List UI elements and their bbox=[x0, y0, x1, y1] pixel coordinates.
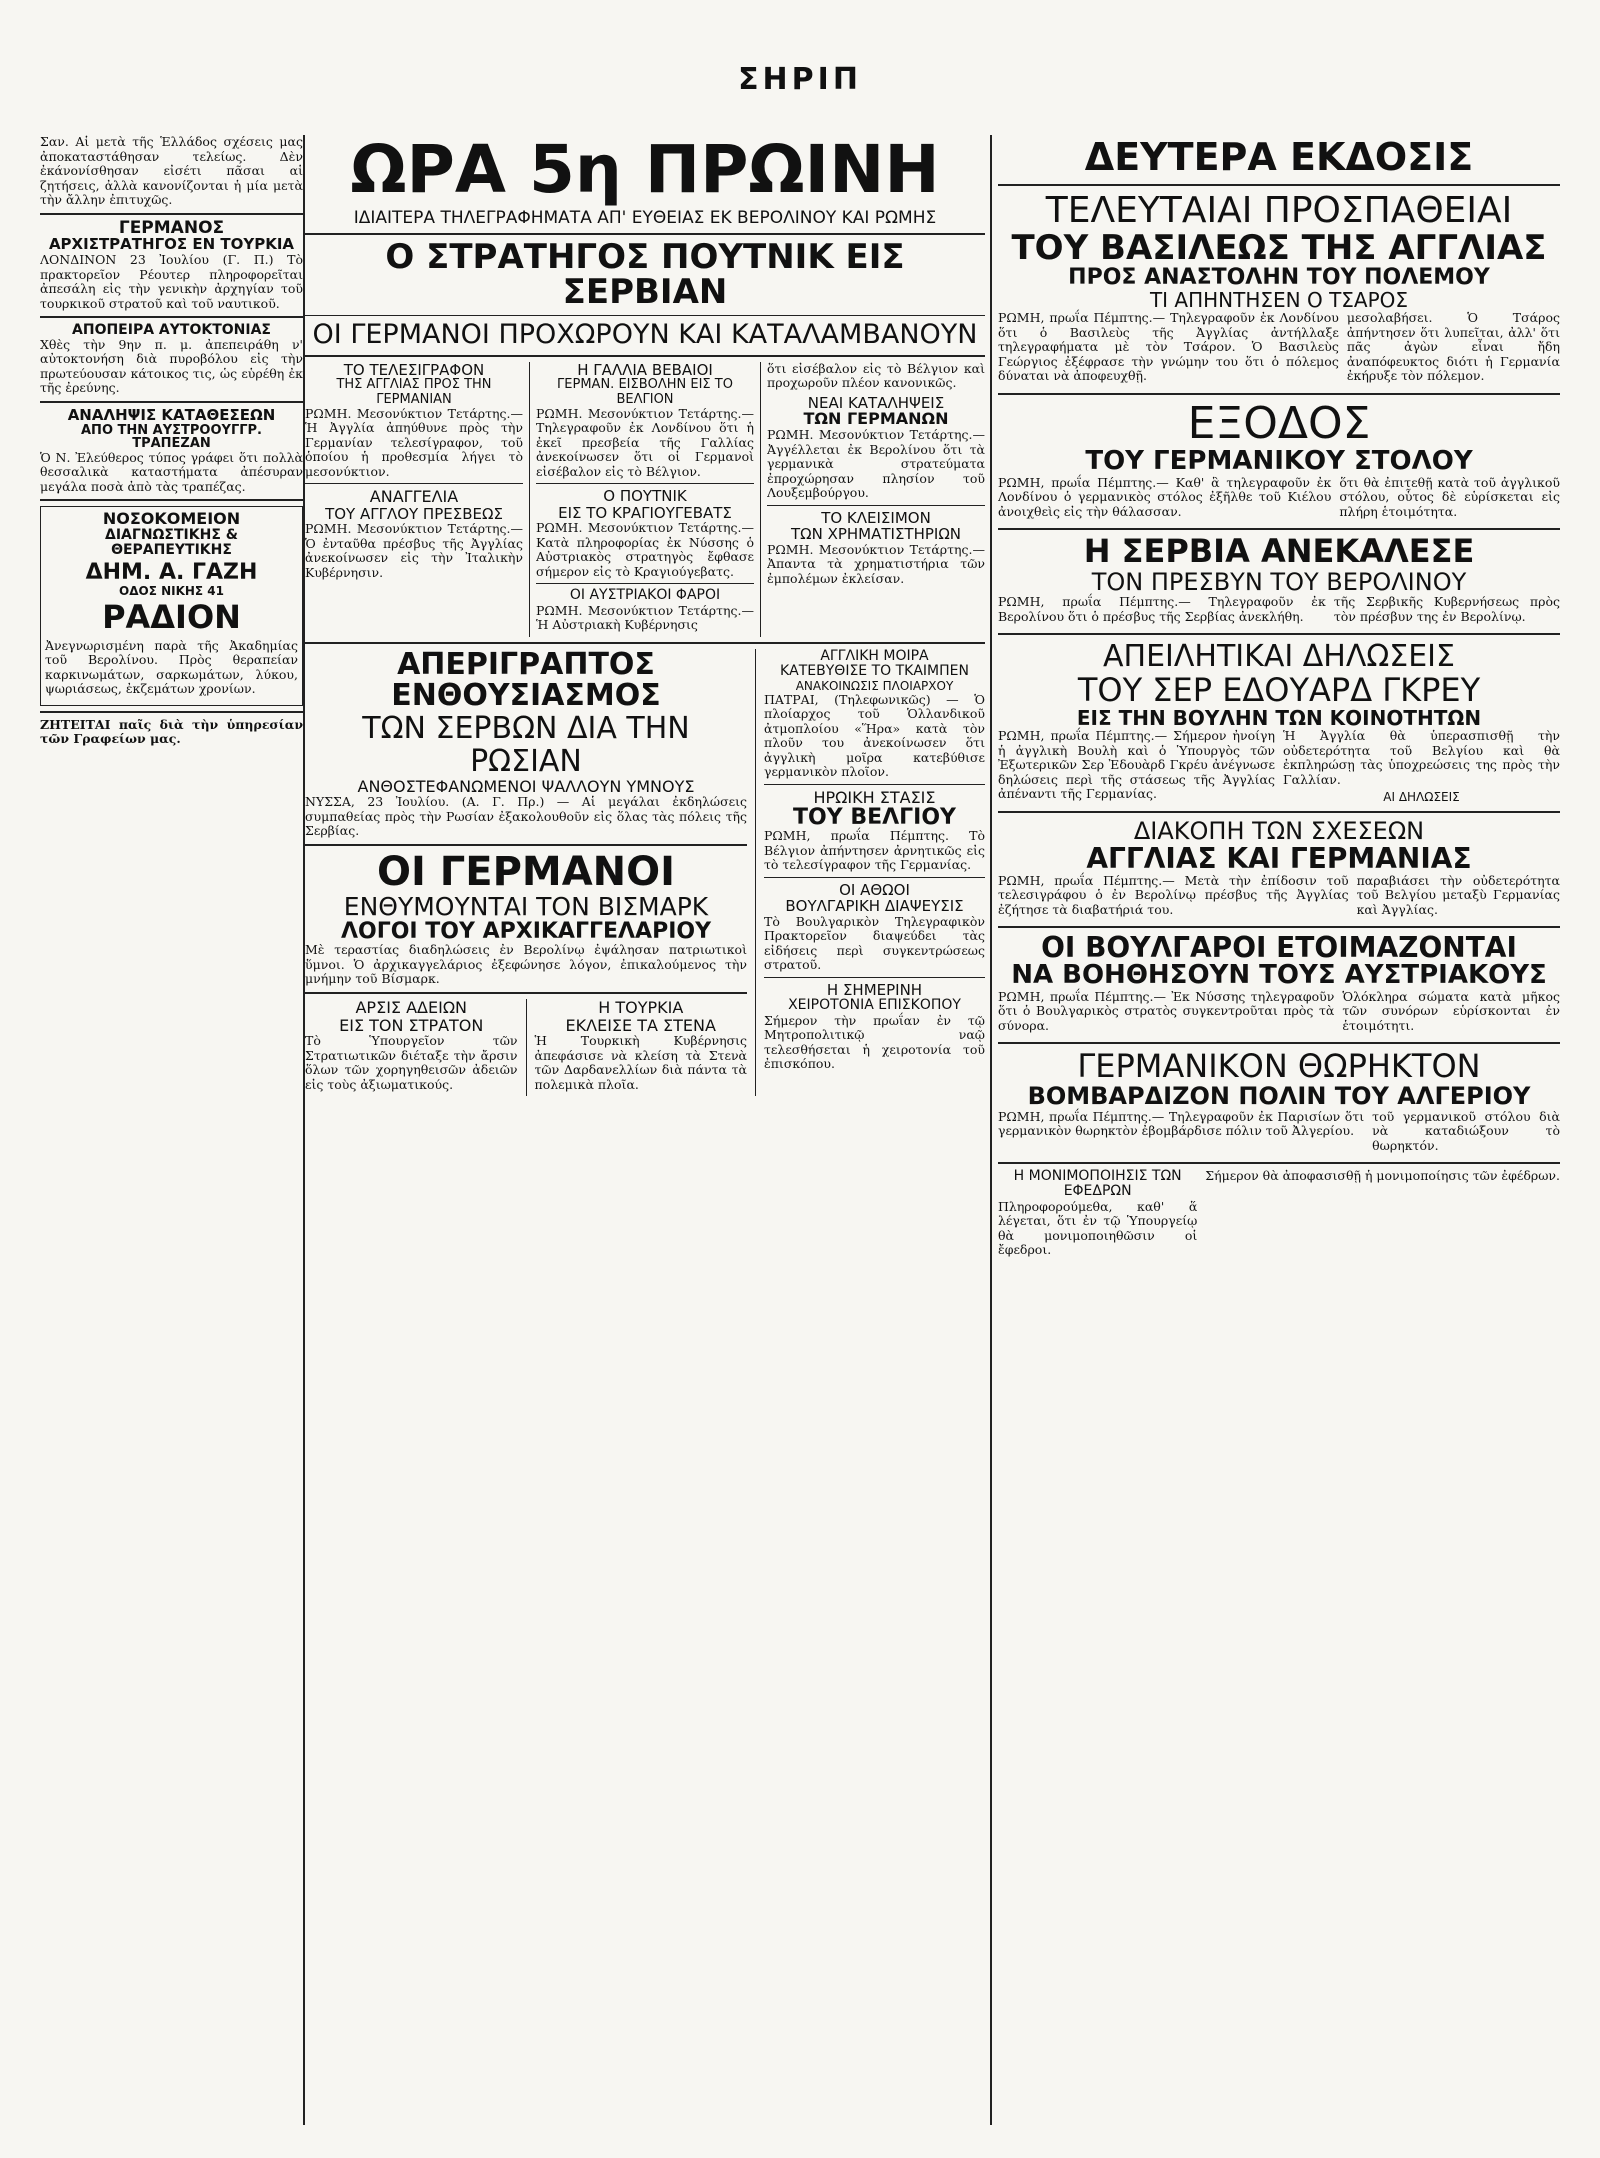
article bbox=[998, 311, 1560, 388]
article-text: ΡΩΜΗ. Μεσονύκτιον Τετάρτης.— Ἡ Ἀγγλία ἀπηύθυνε πρὸς τὴν Γερμανίαν τελεσίγραφον, τοῦ ὁποίου ἡ προθεσμία λήγει τὸ μεσονύκτιον. bbox=[305, 405, 523, 479]
divider bbox=[764, 877, 985, 878]
article-text: ΡΩΜΗ, πρωΐα Πέμπτης.— Ἐκ Νύσσης τηλεγραφοῦν ὅτι ὁ Βουλγαρικὸς στρατὸς συγκεντροῦται πρὸς τὰ σύνορα. bbox=[998, 988, 1335, 1033]
article-headline: ΟΙ ΑΥΣΤΡΙΑΚΟΙ ΦΑΡΟΙ bbox=[569, 587, 721, 604]
divider bbox=[998, 926, 1560, 928]
headline: ΕΞΟΔΟΣ bbox=[1187, 397, 1371, 449]
article-subheadline: ΕΚΛΕΙΣΕ ΤΑ ΣΤΕΝΑ bbox=[565, 1015, 716, 1035]
article-headline: ΑΠΕΡΙΓΡΑΠΤΟΣ ΕΝΘΟΥΣΙΑΣΜΟΣ bbox=[391, 646, 661, 714]
headline: ΓΕΡΜΑΝΟΣ bbox=[118, 217, 225, 238]
article-subheadline: ΧΕΙΡΟΤΟΝΙΑ ΕΠΙΣΚΟΠΟΥ bbox=[788, 997, 961, 1014]
article-text: Τὸ Ὑπουργεῖον τῶν Στρατιωτικῶν διέταξε τὴν ἄρσιν ὅλων τῶν χορηγηθεισῶν ἀδειῶν εἰς τοὺς ἀξιωματικούς. bbox=[305, 1033, 518, 1092]
article-subheadline: ΑΝΘΟΣΤΕΦΑΝΩΜΕΝΟΙ ΨΑΛΛΟΥΝ ΥΜΝΟΥΣ bbox=[357, 776, 695, 796]
headline: ΑΝΑΛΗΨΙΣ ΚΑΤΑΘΕΣΕΩΝ bbox=[67, 405, 276, 424]
ad-text: Ἀνεγνωρισμένη παρὰ τῆς Ἀκαδημίας τοῦ Βερολίνου. Πρὸς θεραπείαν καρκινωμάτων, σαρκωμάτων, λύκου, ψωριάσεως, ἐκζεμάτων χρονίων. bbox=[45, 637, 298, 697]
articles-row bbox=[305, 999, 747, 1096]
divider bbox=[305, 483, 523, 484]
article-text: Ὁλόκληρα σώματα κατὰ μῆκος τῶν συνόρων εὑρίσκονται ἐν ἑτοιμότητι. bbox=[1342, 988, 1560, 1033]
headline: ΤΟΥ ΣΕΡ ΕΔΟΥΑΡΔ ΓΚΡΕΥ bbox=[1077, 671, 1481, 710]
article-headline: ΗΡΩΙΚΗ ΣΤΑΣΙΣ bbox=[813, 787, 936, 807]
divider bbox=[764, 784, 985, 785]
articles-row bbox=[305, 362, 985, 637]
subheadline: ΤΟΝ ΠΡΕΣΒΥΝ ΤΟΥ ΒΕΡΟΛΙΝΟΥ bbox=[1091, 567, 1467, 596]
divider bbox=[767, 505, 985, 506]
divider bbox=[40, 499, 303, 501]
article-subheadline: ΤΩΝ ΧΡΗΜΑΤΙΣΤΗΡΙΩΝ bbox=[790, 525, 962, 544]
divider bbox=[305, 233, 985, 235]
article-text: ΡΩΜΗ. Μεσονύκτιον Τετάρτης.— Ἡ Αὐστριακὴ Κυβέρνησις bbox=[536, 602, 754, 633]
banner-subheadline: ΙΔΙΑΙΤΕΡΑ ΤΗΛΕΓΡΑΦΗΜΑΤΑ ΑΠ' ΕΥΘΕΙΑΣ ΕΚ ΒΕΡΟΛΙΝΟΥ ΚΑΙ ΡΩΜΗΣ bbox=[353, 208, 937, 228]
divider bbox=[305, 355, 985, 357]
article-text: Ὁ Ν. Ἐλεύθερος τύπος γράφει ὅτι πολλὰ θεσσαλικὰ καταστήματα ἀπέσυραν μεγάλα ποσὰ ἀπὸ τὰς τραπέζας. bbox=[40, 449, 303, 494]
article-text: ΡΩΜΗ. Μεσονύκτιον Τετάρτης.— Ἀγγέλλεται ἐκ Βερολίνου ὅτι τὰ γερμανικὰ στρατεύματα ἐπροχώρησαν πλησίον τοῦ Λουξεμβούργου. bbox=[767, 427, 985, 501]
divider bbox=[998, 1042, 1560, 1044]
article-text: ΡΩΜΗ, πρωΐα Πέμπτης.— Τηλεγραφοῦν ἐκ Παρισίων ὅτι γερμανικὸν θωρηκτὸν ἐβομβάρδισε πόλιν τοῦ Ἀλγερίου. bbox=[998, 1108, 1365, 1139]
ad-name: ΔΗΜ. Α. ΓΑΖΗ bbox=[85, 560, 258, 586]
article-text: ΡΩΜΗ, πρωΐα Πέμπτης.— Σήμερον ἠνοίγη ἡ ἀγγλικὴ Βουλὴ καὶ ὁ Ὑπουργὸς τῶν Ἐξωτερικῶν Σερ Ἐδουὰρδ Γκρέυ ἀνέγνωσε δηλώσεις περὶ τῆς στάσεως τῆς Ἀγγλίας ἀπέναντι τῆς Γερμανίας. bbox=[998, 728, 1275, 802]
column-left bbox=[40, 135, 303, 2125]
divider bbox=[40, 213, 303, 215]
article-text: ΡΩΜΗ, πρωΐα Πέμπτης.— Καθ' ἃ τηλεγραφοῦν ἐκ Λονδίνου ὁ γερμανικὸς στόλος ἐξῆλθε τοῦ Κιέλου ἀνοιχθεὶς εἰς τὴν θάλασσαν. bbox=[998, 474, 1332, 519]
article-text: ΡΩΜΗ. Μεσονύκτιον Τετάρτης.— Ἀπαντα τὰ χρηματιστήρια τῶν ἐμπολέμων ἐκλείσαν. bbox=[767, 541, 985, 586]
divider bbox=[40, 401, 303, 403]
article-text: Σαν. Αἱ μετὰ τῆς Ἑλλάδος σχέσεις μας ἀποκαταστάθησαν τελείως. Δὲν ἐκάνονίσθησαν εἰσέτι πᾶσαι αἱ ζητήσεις, ἀλλὰ κανονίζονται ἡ μία μετὰ τὴν ἄλλην ἐπιτυχῶς. bbox=[40, 135, 303, 207]
article bbox=[767, 362, 985, 637]
article-headline: ΝΕΑΙ ΚΑΤΑΛΗΨΕΙΣ bbox=[807, 393, 945, 412]
article-subheadline: ΑΝΑΚΟΙΝΩΣΙΣ ΠΛΟΙΑΡΧΟΥ bbox=[795, 678, 954, 693]
banner-headline: ΔΕΥΤΕΡΑ ΕΚΔΟΣΙΣ bbox=[1084, 135, 1474, 179]
article-headline: ΤΟ ΚΛΕΙΣΙΜΟΝ bbox=[821, 508, 931, 527]
article-text: Σήμερον τὴν πρωΐαν ἐν τῷ Μητροπολιτικῷ ναῷ τελεσθήσεται ἡ χειροτονία τοῦ ἐπισκόπου. bbox=[764, 1012, 985, 1072]
divider bbox=[526, 999, 527, 1096]
article-headline: Η ΓΑΛΛΙΑ ΒΕΒΑΙΟΙ bbox=[577, 361, 713, 379]
article bbox=[764, 649, 985, 1096]
article-subheadline: ΤΩΝ ΓΕΡΜΑΝΩΝ bbox=[803, 409, 949, 429]
article-text: ΛΟΝΔΙΝΟΝ 23 Ἰουλίου (Γ. Π.) Τὸ πρακτορεῖον Ρέουτερ πληροφορεῖται ἀπεσάλη εἰς τὴν γενικὴν ἀρχηγίαν τοῦ τουρκικοῦ στρατοῦ καὶ τοῦ ναυτικοῦ. bbox=[40, 252, 303, 311]
ad-subtitle: ΔΙΑΓΝΩΣΤΙΚΗΣ & ΘΕΡΑΠΕΥΤΙΚΗΣ bbox=[105, 527, 238, 558]
article-subheadline: ΤΟΥ ΒΕΛΓΙΟΥ bbox=[793, 805, 956, 831]
article-subheadline: ΕΝΘΥΜΟΥΝΤΑΙ ΤΟΝ ΒΙΣΜΑΡΚ bbox=[343, 891, 709, 921]
divider bbox=[998, 528, 1560, 530]
divider bbox=[536, 583, 754, 584]
subheadline: ΑΠΟ ΤΗΝ ΑΥΣΤΡΟΟΥΓΓΡ. ΤΡΑΠΕΖΑΝ bbox=[81, 422, 262, 452]
banner-headline: ΩΡΑ 5η ΠΡΩΙΝΗ bbox=[350, 135, 940, 208]
article bbox=[998, 729, 1560, 806]
article-text: τῆς Σερβικῆς Κυβερνήσεως πρὸς τὸν πρέσβυν της ἐν Βερολίνῳ. bbox=[1333, 594, 1560, 624]
article-text: Μὲ τεραστίας διαδηλώσεις ἐν Βερολίνῳ ἐψάλησαν πατριωτικοὶ ὕμνοι. Ὁ ἀρχικαγγελάριος ἐξεφώνησε λόγον, ἐπικαλούμενος τὴν μνήμην τοῦ Βίσμαρκ. bbox=[305, 942, 747, 987]
article bbox=[998, 1169, 1560, 1262]
divider bbox=[998, 184, 1560, 186]
divider bbox=[764, 977, 985, 978]
article-headline: ΑΡΣΙΣ ΑΔΕΙΩΝ bbox=[355, 997, 468, 1017]
article-subheadline: ΒΟΥΛΓΑΡΙΚΗ ΔΙΑΨΕΥΣΙΣ bbox=[785, 897, 964, 916]
article-text: ΡΩΜΗ, πρωΐα Πέμπτης.— Μετὰ τὴν ἐπίδοσιν τοῦ τελεσιγράφου ὁ ἐν Βερολίνῳ πρέσβυς τῆς Ἀγγλίας ἐζήτησε τὰ διαβατήριά του. bbox=[998, 872, 1349, 917]
headline: ΟΙ ΓΕΡΜΑΝΟΙ ΠΡΟΧΩΡΟΥΝ ΚΑΙ ΚΑΤΑΛΑΜΒΑΝΟΥΝ bbox=[312, 319, 978, 351]
column-right bbox=[998, 135, 1560, 2125]
subheadline: ΕΙΣ ΤΗΝ ΒΟΥΛΗΝ ΤΩΝ ΚΟΙΝΟΤΗΤΩΝ bbox=[1076, 706, 1482, 731]
article-headline: Η ΤΟΥΡΚΙΑ bbox=[598, 997, 684, 1017]
article bbox=[305, 999, 518, 1096]
headline: Ο ΣΤΡΑΤΗΓΟΣ ΠΟΥΤΝΙΚ ΕΙΣ ΣΕΡΒΙΑΝ bbox=[385, 236, 905, 313]
masthead: ΣΗΡΙΠ bbox=[738, 62, 862, 97]
article-headline: ΑΓΓΛΙΚΗ ΜΟΙΡΑ bbox=[820, 647, 929, 664]
headline: ΓΕΡΜΑΝΙΚΟΝ ΘΩΡΗΚΤΟΝ bbox=[1077, 1047, 1481, 1086]
headline: ΑΠΟΠΕΙΡΑ ΑΥΤΟΚΤΟΝΙΑΣ bbox=[72, 322, 271, 339]
divider bbox=[998, 811, 1560, 813]
article bbox=[305, 362, 523, 637]
article-headline: ΟΙ ΓΕΡΜΑΝΟΙ bbox=[376, 848, 676, 895]
headline: ΤΕΛΕΥΤΑΙΑΙ ΠΡΟΣΠΑΘΕΙΑΙ bbox=[1045, 190, 1513, 231]
article bbox=[998, 1110, 1560, 1158]
headline: ΑΠΕΙΛΗΤΙΚΑΙ ΔΗΛΩΣΕΙΣ bbox=[1103, 639, 1455, 675]
article-subheadline: ΕΙΣ ΤΟΝ ΣΤΡΑΤΟΝ bbox=[339, 1015, 484, 1035]
article-subheadline: ΑΙ ΔΗΛΩΣΕΙΣ bbox=[1383, 790, 1460, 805]
column-middle bbox=[305, 135, 985, 2125]
article-subheadline: ΤΟΥ ΑΓΓΛΟΥ ΠΡΕΣΒΕΩΣ bbox=[325, 504, 503, 523]
article-text: ΡΩΜΗ, πρωΐα Πέμπτης.— Τηλεγραφοῦν ἐκ Βερολίνου ὅτι ὁ πρέσβυς τῆς Σερβίας ἀνεκλήθη. bbox=[998, 594, 1326, 624]
article-headline: Ο ΠΟΥΤΝΙΚ bbox=[603, 487, 687, 506]
article bbox=[998, 874, 1560, 922]
article-subheadline: ΚΑΤΕΒΥΘΙΣΕ ΤΟ ΤΚΑΙΜΠΕΝ bbox=[780, 663, 969, 680]
article-subheadline: ΓΕΡΜΑΝ. ΕΙΣΒΟΛΗΝ ΕΙΣ ΤΟ ΒΕΛΓΙΟΝ bbox=[557, 377, 733, 407]
divider bbox=[305, 642, 985, 644]
subheadline: ΠΡΟΣ ΑΝΑΣΤΟΛΗΝ ΤΟΥ ΠΟΛΕΜΟΥ bbox=[1068, 265, 1490, 291]
article-text: ΠΑΤΡΑΙ, (Τηλεφωνικῶς) — Ὁ πλοίαρχος τοῦ Ὁλλανδικοῦ ἀτμοπλοίου «Ἥρα» κατὰ τὸν πλοῦν του ἀνεκοίνωσεν ὅτι ἀγγλικὴ μοῖρα κατεβύθισε γερμανικὸν πλοῖον. bbox=[764, 691, 985, 780]
advertisement bbox=[40, 506, 303, 705]
divider bbox=[305, 315, 985, 316]
headline: ΤΟΥ ΒΑΣΙΛΕΩΣ ΤΗΣ ΑΓΓΛΙΑΣ bbox=[1011, 227, 1547, 268]
headline: ΔΙΑΚΟΠΗ ΤΩΝ ΣΧΕΣΕΩΝ bbox=[1133, 816, 1425, 845]
article-subheadline: ΤΗΣ ΑΓΓΛΙΑΣ ΠΡΟΣ ΤΗΝ ΓΕΡΜΑΝΙΑΝ bbox=[336, 377, 492, 407]
article-subheadline: ΤΩΝ ΣΕΡΒΩΝ ΔΙΑ ΤΗΝ ΡΩΣΙΑΝ bbox=[362, 710, 690, 779]
article bbox=[998, 595, 1560, 628]
article bbox=[535, 999, 748, 1096]
divider bbox=[998, 1162, 1560, 1164]
article-text: ὅτι θὰ ἐπιτεθῇ κατὰ τοῦ ἀγγλικοῦ στόλου, οὗτος δὲ εὑρίσκεται εἰς πλήρη ἑτοιμότητα. bbox=[1339, 474, 1560, 519]
divider bbox=[998, 633, 1560, 635]
divider bbox=[536, 483, 754, 484]
article-text: Τὸ Βουλγαρικὸν Τηλεγραφικὸν Πρακτορεῖον διαψεύδει τὰς εἰδήσεις περὶ συγκεντρώσεως στρατοῦ. bbox=[764, 913, 985, 973]
article-text: ΝΥΣΣΑ, 23 Ἰουλίου. (Α. Γ. Πρ.) — Αἱ μεγάλαι ἐκδηλώσεις συμπαθείας πρὸς τὴν Ρωσίαν ἐξακολουθοῦν εἰς ὅλας τὰς πόλεις τῆς Σερβίας. bbox=[305, 794, 747, 839]
article-headline: Η ΣΗΜΕΡΙΝΗ bbox=[826, 980, 923, 999]
article-headline: Η ΜΟΝΙΜΟΠΟΙΗΣΙΣ ΤΩΝ ΕΦΕΔΡΩΝ bbox=[1013, 1168, 1182, 1200]
divider bbox=[40, 711, 303, 713]
article-text: Ἡ Τουρκικὴ Κυβέρνησις ἀπεφάσισε νὰ κλείση τὰ Στενὰ τῶν Δαρδανελλίων διὰ πάντα τὰ πολεμικὰ πλοῖα. bbox=[534, 1033, 747, 1092]
article-subheadline: ΕΙΣ ΤΟ ΚΡΑΓΙΟΥΓΕΒΑΤΣ bbox=[558, 503, 732, 522]
article-text: ΡΩΜΗ, πρωΐα Πέμπτης. Τὸ Βέλγιον ἀπήντησεν ἀρνητικῶς εἰς τὸ τελεσίγραφον τῆς Γερμανίας. bbox=[764, 828, 985, 873]
article-text: μεσολαβήσει. Ὁ Τσάρος ἀπήντησεν ὅτι λυπεῖται, ἀλλ' ὅτι πᾶς ἀγὼν εἶναι ἤδη ἀναπόφευκτος διότι ἡ Γερμανία ἐκήρυξε τὸν πόλεμον. bbox=[1346, 310, 1560, 384]
article-text: ΡΩΜΗ. Μεσονύκτιον Τετάρτης.— Κατὰ πληροφορίας ἐκ Νύσσης ὁ Αὐστριακὸς στρατηγὸς ἔφθασε σήμερον εἰς τὸ Κραγιούγεβατς. bbox=[536, 520, 754, 579]
divider bbox=[305, 844, 747, 846]
subheadline: ΒΟΜΒΑΡΔΙΖΟΝ ΠΟΛΙΝ ΤΟΥ ΑΛΓΕΡΙΟΥ bbox=[1027, 1082, 1531, 1111]
headline: ΟΙ ΒΟΥΛΓΑΡΟΙ ΕΤΟΙΜΑΖΟΝΤΑΙ bbox=[1041, 931, 1517, 965]
divider bbox=[998, 393, 1560, 395]
article-text: ὅτι εἰσέβαλον εἰς τὸ Βέλγιον καὶ προχωροῦν πλέον κανονικῶς. bbox=[767, 361, 985, 391]
article-text: Σήμερον θὰ ἀποφασισθῇ ἡ μονιμοποίησις τῶν ἐφέδρων. bbox=[1205, 1168, 1560, 1184]
ad-street: ΟΔΟΣ ΝΙΚΗΣ 41 bbox=[119, 583, 224, 598]
article bbox=[536, 362, 754, 637]
divider bbox=[755, 649, 756, 1096]
article-text: ΡΩΜΗ, πρωΐα Πέμπτης.— Τηλεγραφοῦν ἐκ Λονδίνου ὅτι ὁ Βασιλεὺς τῆς Ἀγγλίας ἀντήλλαξε τηλεγραφήματα μὲ τὸν Τσάρον. Ὁ Βασιλεὺς Γεώργιος ἐξέφρασε τὴν γνώμην του ὅτι ὁ πόλεμος δύναται νὰ ἀποφευχθῇ. bbox=[998, 310, 1339, 384]
article bbox=[305, 646, 747, 1096]
divider bbox=[40, 316, 303, 318]
subheadline: ΤΟΥ ΓΕΡΜΑΝΙΚΟΥ ΣΤΟΛΟΥ bbox=[1085, 446, 1473, 477]
articles-row bbox=[305, 646, 985, 1096]
article-text: Ἡ Ἀγγλία θὰ ὑπερασπισθῇ τὴν οὐδετερότητα τοῦ Βελγίου καὶ θὰ ἐκπληρώσῃ τὰς ὑποχρεώσεις της πρὸς τὴν Γαλλίαν. bbox=[1283, 728, 1560, 787]
article-subheadline: ΛΟΓΟΙ ΤΟΥ ΑΡΧΙΚΑΓΓΕΛΑΡΙΟΥ bbox=[340, 919, 712, 945]
article bbox=[998, 990, 1560, 1038]
headline: ΑΓΓΛΙΑΣ ΚΑΙ ΓΕΡΜΑΝΙΑΣ bbox=[1086, 842, 1472, 876]
subheadline: ΤΙ ΑΠΗΝΤΗΣΕΝ Ο ΤΣΑΡΟΣ bbox=[1149, 288, 1409, 313]
subheadline: ΑΡΧΙΣΤΡΑΤΗΓΟΣ ΕΝ ΤΟΥΡΚΙΑ bbox=[48, 235, 295, 254]
article-text: τοῦ γερμανικοῦ στόλου διὰ νὰ καταδιώξουν τὸ θωρηκτόν. bbox=[1372, 1108, 1560, 1153]
divider bbox=[760, 362, 761, 637]
divider bbox=[529, 362, 530, 637]
headline: Η ΣΕΡΒΙΑ ΑΝΕΚΑΛΕΣΕ bbox=[1083, 532, 1475, 571]
article-text: ΡΩΜΗ. Μεσονύκτιον Τετάρτης.— Ὁ ἐνταῦθα πρέσβυς τῆς Ἀγγλίας ἀνεκοίνωσεν εἰς τὴν Ἰταλικὴν Κυβέρνησιν. bbox=[305, 521, 523, 580]
ad-title: ΝΟΣΟΚΟΜΕΙΟΝ bbox=[102, 509, 241, 529]
article-text: ΡΩΜΗ. Μεσονύκτιον Τετάρτης.— Τηλεγραφοῦν ἐκ Λονδίνου ὅτι ἡ ἐκεῖ πρεσβεία τῆς Γαλλίας ἀνεκοίνωσεν ὅτι οἱ Γερμανοὶ εἰσέβαλον εἰς τὸ Βέλγιον. bbox=[536, 405, 754, 479]
article-text: Χθὲς τὴν 9ην π. μ. ἀπεπειράθη ν' αὐτοκτονήση διὰ πυροβόλου εἰς τὴν πρωτεύουσαν κάτοικος τις, ὡς εὑρέθη ἐκ τῆς ἐρεύνης. bbox=[40, 336, 303, 396]
column-rule bbox=[990, 135, 992, 2125]
article-headline: ΑΝΑΓΓΕΛΙΑ bbox=[369, 487, 459, 507]
ad-word: ΡΑΔΙΟΝ bbox=[102, 598, 241, 637]
classified-ad: ΖΗΤΕΙΤΑΙ παῖς διὰ τὴν ὑπηρεσίαν τῶν Γραφείων μας. bbox=[40, 716, 303, 747]
article bbox=[998, 476, 1560, 524]
article-headline: ΤΟ ΤΕΛΕΣΙΓΡΑΦΟΝ bbox=[343, 361, 485, 379]
divider bbox=[305, 992, 747, 994]
article-text: Πληροφορούμεθα, καθ' ἅ λέγεται, ὅτι ἐν τῷ Ὑπουργείῳ θὰ μονιμοποιηθῶσιν οἱ ἔφεδροι. bbox=[998, 1198, 1198, 1258]
article-headline: ΟΙ ΑΘΩΟΙ bbox=[839, 880, 910, 899]
subheadline: ΝΑ ΒΟΗΘΗΣΟΥΝ ΤΟΥΣ ΑΥΣΤΡΙΑΚΟΥΣ bbox=[1011, 960, 1547, 991]
article-text: παραβιάσει τὴν οὐδετερότητα τοῦ Βελγίου μεταξὺ Γερμανίας καὶ Ἀγγλίας. bbox=[1356, 872, 1560, 917]
